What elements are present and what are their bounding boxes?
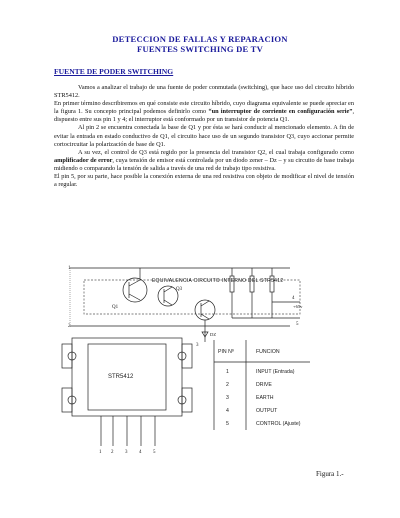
circuit-diagram — [68, 266, 303, 348]
paragraph-2-bold: “un interruptor de corriente en configuración serie” — [208, 108, 353, 116]
circuit-title: EQUIVALENCIA CIRCUITO INTERNO DEL STR5412 — [152, 278, 284, 284]
table-cell-pin: 2 — [226, 382, 229, 388]
figure-caption: Figura 1.- — [316, 470, 344, 478]
q2-emitter — [201, 314, 209, 319]
chip-pin-label: 1 — [99, 450, 102, 455]
q3-label: Q3 — [176, 287, 183, 292]
mount-tab-right-top — [182, 344, 192, 368]
pin-2-label: 2 — [68, 324, 71, 329]
transistor-q2 — [195, 300, 215, 320]
q1-emitter — [129, 294, 140, 300]
q3-collector — [164, 287, 172, 292]
table-cell-pin: 5 — [226, 421, 229, 427]
chip-pin-label: 2 — [111, 450, 114, 455]
q1-collector — [129, 280, 140, 286]
paragraph-4-text-b: , cuya tensión de emisor está controlada por un diodo zener – Dz – y su circuito de base trabaja midiendo o comparando la tensión de salida a través de una red de trabajo tipo resistiva. — [54, 156, 354, 172]
pin-1-label: 1 — [68, 266, 71, 271]
table-cell-pin: 3 — [226, 395, 229, 401]
dz-label: DZ — [210, 332, 217, 337]
mount-tab-left-bottom — [62, 388, 72, 412]
table-cell-func: CONTROL (Ajuste) — [256, 421, 301, 427]
table-cell-func: DRIVE — [256, 382, 272, 388]
table-header-pin: PIN Nº — [218, 349, 234, 355]
paragraph-3: Al pin 2 se encuentra conectada la base de Q1 y por ésta se hará conducir al mencionado elemento. A fin de evitar la entrada en estado conductivo de Q1, el circuito hace uso de un segundo transistor Q3, cuyo accionar permite cortocircuitar la polarización de base de Q1. — [54, 124, 354, 148]
table-cell-func: EARTH — [256, 395, 274, 401]
paragraph-1: Vamos a analizar el trabajo de una fuente de poder conmutada (switching), que hace uso del circuito híbrido STR5412. — [54, 84, 354, 100]
transistor-q3 — [158, 286, 178, 306]
table-header-func: FUNCION — [256, 349, 280, 355]
q1-label: Q1 — [112, 305, 119, 310]
q3-emitter — [164, 300, 172, 305]
pin-5-label: 5 — [296, 322, 299, 327]
mount-tab-right-bottom — [182, 388, 192, 412]
pin-4-label: 4 — [292, 296, 295, 301]
document-title: DETECCION DE FALLAS Y REPARACION — [112, 34, 288, 44]
paragraph-4-text-a: A su vez, el control de Q3 está regido por la presencia del transistor Q2, el cual trabaja configurado como — [78, 148, 354, 156]
paragraph-2-text-b: , dispuesto entre sus pin 1 y 4; el interruptor está conformado por un transistor de potencia Q1. — [54, 108, 355, 124]
chip-pin-label: 5 — [153, 450, 156, 455]
chip-drawing — [62, 338, 192, 455]
q2-collector — [201, 301, 209, 306]
table-cell-pin: 1 — [226, 369, 229, 375]
chip-label: STR5412 — [108, 374, 134, 380]
paragraph-2-text-a: En primer término describiremos en qué consiste este circuito híbrido, cuyo diagrama equivalente se puede apreciar en la figura 1. Su concepto principal podemos definirlo como — [54, 100, 354, 116]
chip-pin-label: 3 — [125, 450, 128, 455]
table-cell-func: INPUT (Entrada) — [256, 369, 295, 375]
mount-tab-left-top — [62, 344, 72, 368]
chip-pin-label: 4 — [139, 450, 142, 455]
table-cell-func: OUTPUT — [256, 408, 278, 414]
paragraph-4-bold: amplificador de error — [54, 156, 113, 164]
paragraph-5: El pin 5, por su parte, hace posible la conexión externa de una red resistiva con objeto de modificar el nivel de tensión a regular. — [54, 173, 354, 189]
transistor-q1 — [123, 278, 147, 302]
pin-3-label: 3 — [196, 343, 199, 348]
section-heading: FUENTE DE PODER SWITCHING — [54, 67, 174, 76]
voltage-label: +65v — [293, 304, 303, 309]
document-subtitle: FUENTES SWITCHING DE TV — [137, 44, 263, 54]
pin-function-table — [214, 340, 310, 430]
table-cell-pin: 4 — [226, 408, 229, 414]
